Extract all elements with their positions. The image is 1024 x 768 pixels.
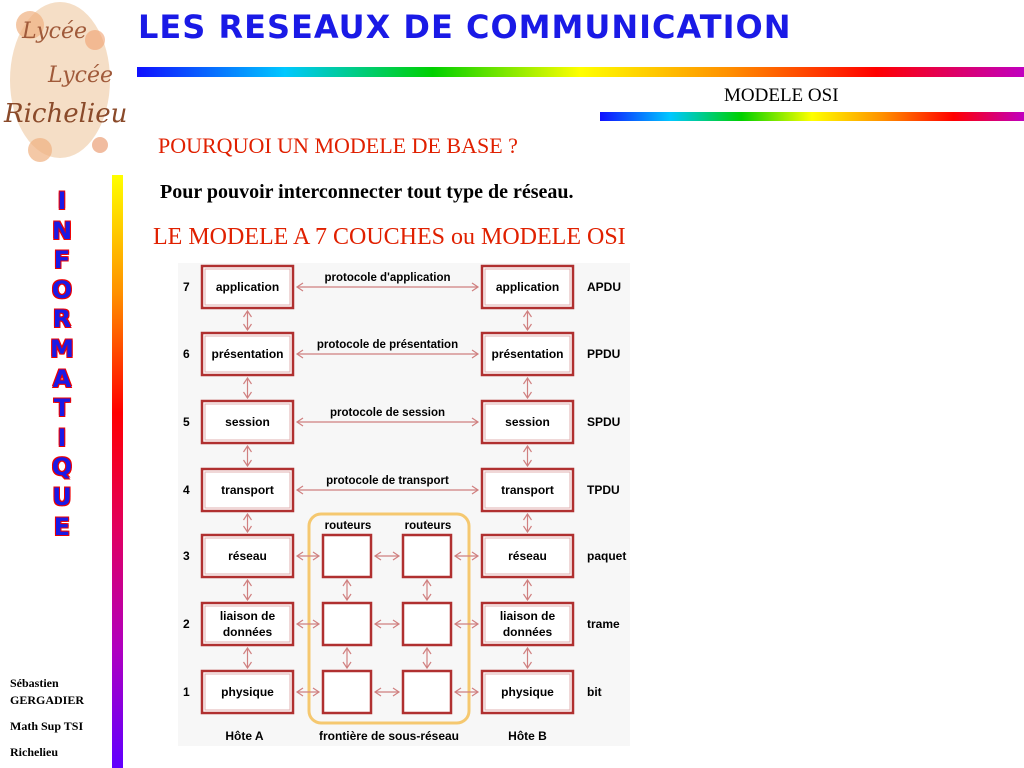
host-a-layer-name: physique <box>221 685 274 699</box>
logo-text: Lycée <box>48 63 114 88</box>
slide-subtitle: MODELE OSI <box>724 85 839 106</box>
layer-pdu: trame <box>587 617 620 631</box>
subnet-label: frontière de sous-réseau <box>318 729 460 743</box>
host-b-layer-name: application <box>495 280 560 294</box>
layer-number: 6 <box>183 347 190 361</box>
host-a-layer-name: application <box>215 280 280 294</box>
router-layer-box <box>323 535 371 577</box>
host-b-layer-name: liaison de <box>499 609 556 623</box>
vertical-letter: O <box>51 275 73 304</box>
router-layer-box <box>403 671 451 713</box>
router-layer-box <box>403 603 451 645</box>
layer-pdu: TPDU <box>587 483 620 497</box>
vertical-letter: I <box>57 423 67 452</box>
router-layer-box <box>403 535 451 577</box>
logo-text: Richelieu <box>4 99 128 129</box>
vertical-letter: U <box>52 482 72 511</box>
author-firstname: Sébastien <box>10 676 59 690</box>
host-b-layer-name: transport <box>501 483 554 497</box>
layer-number: 7 <box>183 280 190 294</box>
layer-number: 2 <box>183 617 190 631</box>
layer-pdu: PPDU <box>587 347 621 361</box>
logo-text: Lycée <box>22 19 88 44</box>
host-a-label: Hôte A <box>225 729 264 743</box>
layer-pdu: bit <box>587 685 602 699</box>
host-a-layer-name: réseau <box>228 549 267 563</box>
peer-protocol-label: protocole de transport <box>326 475 449 487</box>
vertical-letter: I <box>57 187 67 215</box>
host-a-layer-name: transport <box>221 483 274 497</box>
host-a-layer-name: données <box>222 625 273 639</box>
vertical-letter: Q <box>51 453 73 482</box>
router-label: routeurs <box>324 520 372 532</box>
layer-number: 1 <box>183 685 190 699</box>
host-b-layer-name: physique <box>501 685 554 699</box>
layer-number: 5 <box>183 415 190 429</box>
vertical-letter: E <box>53 512 71 541</box>
router-layer-box <box>323 671 371 713</box>
layer-number: 4 <box>183 483 190 497</box>
peer-protocol-label: protocole de session <box>329 407 446 419</box>
rainbow-divider-top <box>137 67 1024 77</box>
informatique-vertical-label <box>32 187 92 542</box>
layer-pdu: paquet <box>587 549 627 563</box>
question-heading: POURQUOI UN MODELE DE BASE ? <box>158 133 518 158</box>
host-b-layer-name: présentation <box>491 347 564 361</box>
host-a-layer-name: session <box>225 415 270 429</box>
peer-protocol-label: protocole d'application <box>324 272 451 284</box>
osi-model-diagram <box>178 263 630 746</box>
host-b-label: Hôte B <box>508 729 547 743</box>
peer-protocol-label: protocole de présentation <box>316 339 459 351</box>
host-b-layer-name: session <box>505 415 550 429</box>
vertical-letter: M <box>50 334 74 363</box>
host-a-layer-name: liaison de <box>219 609 276 623</box>
rainbow-divider-vertical <box>112 175 123 768</box>
vertical-letter: T <box>53 394 71 423</box>
vertical-letter: N <box>51 216 73 245</box>
osi-heading: LE MODELE A 7 COUCHES ou MODELE OSI <box>153 224 626 250</box>
router-layer-box <box>323 603 371 645</box>
rainbow-divider-mid <box>600 112 1024 121</box>
host-b-layer-name: données <box>502 625 553 639</box>
host-a-layer-name: présentation <box>211 347 284 361</box>
slide-title: LES RESEAUX DE COMMUNICATION <box>138 8 792 46</box>
answer-text: Pour pouvoir interconnecter tout type de réseau. <box>160 181 574 203</box>
lycee-richelieu-logo <box>0 0 138 178</box>
author-school: Richelieu <box>10 745 58 759</box>
vertical-letter: A <box>52 364 72 393</box>
host-b-layer-name: réseau <box>508 549 547 563</box>
layer-pdu: APDU <box>587 280 622 294</box>
author-class: Math Sup TSI <box>10 719 84 733</box>
author-lastname: GERGADIER <box>10 693 85 707</box>
vertical-letter: F <box>53 246 71 275</box>
layer-number: 3 <box>183 549 190 563</box>
layer-pdu: SPDU <box>587 415 621 429</box>
vertical-letter: R <box>52 305 72 334</box>
router-label: routeurs <box>404 520 452 532</box>
